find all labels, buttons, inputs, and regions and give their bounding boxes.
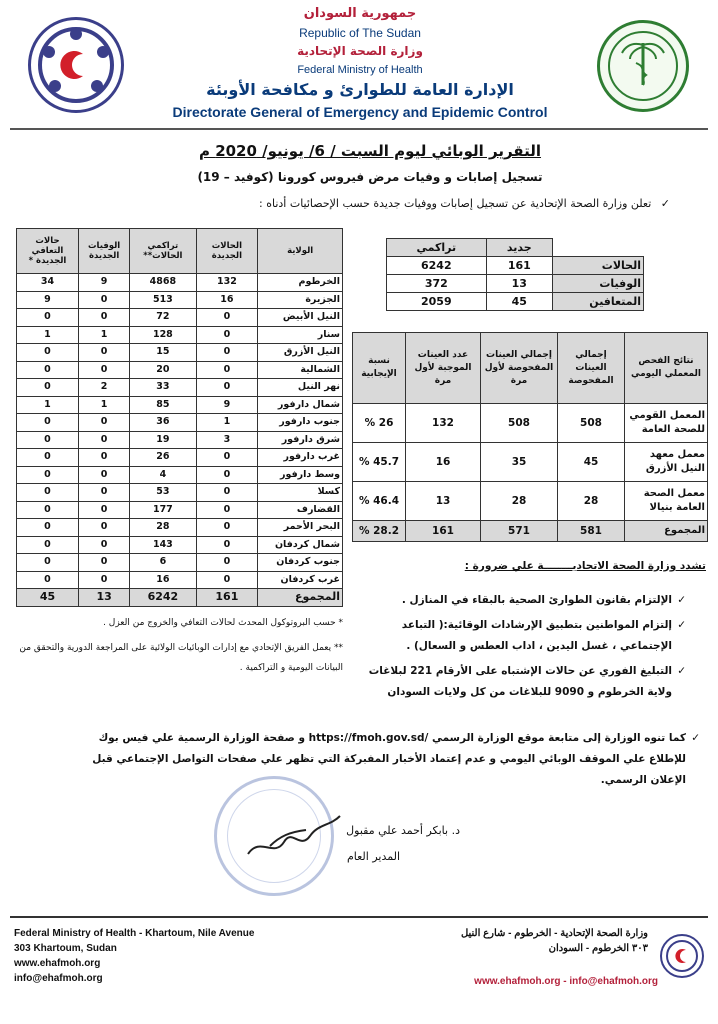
table-cell: 0 xyxy=(17,414,79,432)
lab-col-total-tested: إجمالي العينات المفحوصة xyxy=(558,333,625,404)
lab-col-positivity: نسبة الإيجابية xyxy=(353,333,406,404)
summary-col-cum: تراكمي xyxy=(387,239,487,257)
advice-item-website: ✓ كما تنوه الوزارة إلى متابعة موقع الوزارة الرسمي /https://fmoh.gov.sd و صفحة الوزارة الرسمية علي فيس بوك للإطلاع علي الموقف الوبائي اليومي و عدم إعتماد الأخبار المفبركة التي تظهر علي صفحات التواصل الإجتماعي قبل الإعلان الرسمي. xyxy=(60,728,700,791)
table-cell: 177 xyxy=(130,501,196,519)
check-icon: ✓ xyxy=(677,619,686,631)
col-cum-cases: تراكمي الحالات** xyxy=(130,229,196,274)
table-row xyxy=(17,431,343,449)
table-cell: 0 xyxy=(78,484,129,502)
table-cell: 0 xyxy=(17,379,79,397)
table-cell: 28 xyxy=(130,519,196,537)
table-cell: 0 xyxy=(17,519,79,537)
table-cell: 34 xyxy=(17,274,79,292)
directorate-ar: الإدارة العامة للطوارئ و مكافحة الأوبئة xyxy=(206,80,514,99)
total-cell: 581 xyxy=(558,521,625,542)
table-cell: 0 xyxy=(17,361,79,379)
col-new-deaths: الوفيات الجديدة xyxy=(78,229,129,274)
state-name-cell: شمال كردفان xyxy=(258,536,343,554)
table-total-row xyxy=(17,589,343,607)
total-cell: المجموع xyxy=(258,589,343,607)
republic-en: Republic of The Sudan xyxy=(299,26,421,40)
table-cell: 128 xyxy=(130,326,196,344)
table-row xyxy=(17,536,343,554)
check-icon: ✓ xyxy=(660,197,670,210)
state-name-cell: نهر النيل xyxy=(258,379,343,397)
check-icon: ✓ xyxy=(677,665,686,677)
ehaf-logo xyxy=(28,17,124,113)
table-cell: 0 xyxy=(196,449,258,467)
summary-label-cell: الحالات xyxy=(553,257,644,275)
table-cell: 143 xyxy=(130,536,196,554)
table-row xyxy=(353,482,708,521)
lab-col-lab: نتائج الفحص المعملي اليومي xyxy=(625,333,708,404)
check-icon: ✓ xyxy=(677,594,686,606)
total-cell: المجموع xyxy=(625,521,708,542)
col-new-recoveries: حالات التعافي الجديدة * xyxy=(17,229,79,274)
table-cell: 45 xyxy=(558,443,625,482)
state-name-cell: غرب كردفان xyxy=(258,571,343,589)
total-cell: 13 xyxy=(78,589,129,607)
table-row xyxy=(387,293,644,311)
advice-item: ✓ إلتزام المواطنين بتطبيق الإرشادات الوقائية:( التباعد الإجتماعي ، غسل اليدين ، اداب العطس و السعال) . xyxy=(352,615,686,657)
footer-ar xyxy=(380,926,648,956)
footer-en-email[interactable]: info@ehafmoh.org xyxy=(14,973,103,984)
report-subtitle: تسجيل إصابات و وفيات مرض فيروس كورونا (كوفيد – 19) xyxy=(197,170,543,184)
state-name-cell: شمال دارفور xyxy=(258,396,343,414)
table-cell: 0 xyxy=(17,344,79,362)
table-cell: 0 xyxy=(78,344,129,362)
table-cell: 26 xyxy=(130,449,196,467)
states-table xyxy=(16,228,343,607)
table-cell: 0 xyxy=(17,431,79,449)
table-cell: 28 xyxy=(558,482,625,521)
total-cell: 28.2 % xyxy=(353,521,406,542)
table-row xyxy=(17,571,343,589)
state-name-cell: وسط دارفور xyxy=(258,466,343,484)
footer-en-website[interactable]: www.ehafmoh.org xyxy=(14,958,101,969)
table-cell: 28 xyxy=(481,482,558,521)
table-row xyxy=(17,309,343,327)
table-cell: 0 xyxy=(196,466,258,484)
footer-logo xyxy=(660,934,704,978)
table-cell: 0 xyxy=(196,309,258,327)
table-cell: 9 xyxy=(78,274,129,292)
table-total-row xyxy=(353,521,708,542)
table-cell: 0 xyxy=(78,554,129,572)
table-cell: 513 xyxy=(130,291,196,309)
state-name-cell: النيل الأبيض xyxy=(258,309,343,327)
table-cell: 1 xyxy=(196,414,258,432)
summary-label-cell: الوفيات xyxy=(553,275,644,293)
table-cell: 9 xyxy=(17,291,79,309)
table-cell: 16 xyxy=(130,571,196,589)
table-cell: 85 xyxy=(130,396,196,414)
table-row xyxy=(17,414,343,432)
table-cell: 1 xyxy=(17,326,79,344)
advice-list xyxy=(352,590,686,707)
table-cell: 1 xyxy=(78,326,129,344)
table-row xyxy=(387,275,644,293)
state-name-cell: سنار xyxy=(258,326,343,344)
ring-emblem-icon xyxy=(662,936,702,976)
footer-en xyxy=(14,926,314,986)
table-cell: 3 xyxy=(196,431,258,449)
table-cell: 0 xyxy=(78,519,129,537)
table-cell: 4868 xyxy=(130,274,196,292)
table-cell: 16 xyxy=(406,443,481,482)
signer-name: د. بابكر أحمد علي مقبول xyxy=(346,824,460,837)
table-cell: 0 xyxy=(17,501,79,519)
footer-ar-city: ٣٠٣ الخرطوم - السودان xyxy=(548,943,648,954)
table-cell: 2 xyxy=(78,379,129,397)
table-cell: 0 xyxy=(78,361,129,379)
state-name-cell: جنوب دارفور xyxy=(258,414,343,432)
lab-table xyxy=(352,332,708,542)
table-cell: 72 xyxy=(130,309,196,327)
state-name-cell: جنوب كردفان xyxy=(258,554,343,572)
total-cell: 571 xyxy=(481,521,558,542)
table-cell: 0 xyxy=(17,449,79,467)
table-cell: 36 xyxy=(130,414,196,432)
table-cell: 0 xyxy=(78,309,129,327)
table-cell: 16 xyxy=(196,291,258,309)
table-cell: 45 xyxy=(486,293,552,311)
table-row xyxy=(17,379,343,397)
table-cell: 161 xyxy=(486,257,552,275)
table-cell: 2059 xyxy=(387,293,487,311)
table-row xyxy=(17,449,343,467)
table-cell: 132 xyxy=(406,404,481,443)
state-name-cell: الشمالية xyxy=(258,361,343,379)
table-cell: 26 % xyxy=(353,404,406,443)
table-cell: 6242 xyxy=(387,257,487,275)
table-cell: 0 xyxy=(196,571,258,589)
table-row xyxy=(17,396,343,414)
state-name-cell: البحر الأحمر xyxy=(258,519,343,537)
footer-divider xyxy=(10,916,708,918)
table-cell: 6 xyxy=(130,554,196,572)
table-cell: 0 xyxy=(78,536,129,554)
table-cell: 0 xyxy=(196,554,258,572)
col-state: الولاية xyxy=(258,229,343,274)
intro-line xyxy=(150,197,670,210)
state-name-cell: الجزيرة xyxy=(258,291,343,309)
table-cell: 0 xyxy=(196,326,258,344)
table-cell: 15 xyxy=(130,344,196,362)
footer-en-address: Federal Ministry of Health - Khartoum, Nile Avenue xyxy=(14,928,255,939)
table-cell: 46.4 % xyxy=(353,482,406,521)
table-row xyxy=(17,326,343,344)
summary-col-new: جديد xyxy=(486,239,552,257)
advice-item: ✓ الإلتزام بقانون الطوارئ الصحية بالبقاء في المنازل . xyxy=(352,590,686,611)
table-row xyxy=(353,443,708,482)
states-table-header xyxy=(17,229,343,274)
col-new-cases: الحالات الجديدة xyxy=(196,229,258,274)
intro-text: تعلن وزارة الصحة الإتحادية عن تسجيل إصابات ووفيات جديدة حسب الإحصائيات أدناه : xyxy=(259,197,652,210)
table-cell: 132 xyxy=(196,274,258,292)
table-cell: 0 xyxy=(78,571,129,589)
palm-caduceus-icon xyxy=(600,23,686,109)
table-cell: 0 xyxy=(17,466,79,484)
table-row xyxy=(17,361,343,379)
table-row xyxy=(17,484,343,502)
table-cell: 0 xyxy=(78,466,129,484)
summary-col-label xyxy=(553,239,644,257)
state-name-cell: شرق دارفور xyxy=(258,431,343,449)
table-cell: 19 xyxy=(130,431,196,449)
table-row xyxy=(17,466,343,484)
table-cell: 0 xyxy=(17,536,79,554)
state-name-cell: القضارف xyxy=(258,501,343,519)
table-cell: 0 xyxy=(196,344,258,362)
table-cell: 0 xyxy=(78,291,129,309)
total-cell: 161 xyxy=(406,521,481,542)
table-cell: 0 xyxy=(78,449,129,467)
state-name-cell: الخرطوم xyxy=(258,274,343,292)
advice-heading: تشدد وزارة الصحة الاتحاديــــــــة علي ضرورة : xyxy=(464,560,706,572)
total-cell: 6242 xyxy=(130,589,196,607)
table-cell: 13 xyxy=(406,482,481,521)
table-cell: 35 xyxy=(481,443,558,482)
table-cell: 0 xyxy=(78,501,129,519)
footer-ar-address: وزارة الصحة الإتحادية - الخرطوم - شارع النيل xyxy=(460,928,648,939)
table-cell: 45.7 % xyxy=(353,443,406,482)
footer-en-city: 303 Khartoum, Sudan xyxy=(14,943,117,954)
table-cell: 0 xyxy=(196,519,258,537)
advice-item: ✓ التبليغ الفوري عن حالات الإشتباه على الأرقام 221 لبلاغات ولاية الخرطوم و 9090 للبلاغات من كل ولايات السودان xyxy=(352,661,686,703)
table-cell: 0 xyxy=(78,431,129,449)
states-note-1: * حسب البروتوكول المحدث لحالات التعافي والخروج من العزل . xyxy=(103,618,343,628)
table-cell: 0 xyxy=(17,484,79,502)
state-name-cell: كسلا xyxy=(258,484,343,502)
table-row xyxy=(17,554,343,572)
report-title: التقرير الوبائي ليوم السبت / 6/ يونيو/ 2020 م xyxy=(198,142,542,160)
lab-name-cell: معمل معهد النيل الأزرق xyxy=(625,443,708,482)
table-cell: 508 xyxy=(558,404,625,443)
total-cell: 45 xyxy=(17,589,79,607)
table-cell: 0 xyxy=(17,571,79,589)
table-cell: 372 xyxy=(387,275,487,293)
directorate-en: Directorate General of Emergency and Epidemic Control xyxy=(172,104,548,120)
summary-label-cell: المتعافين xyxy=(553,293,644,311)
state-name-cell: النيل الأزرق xyxy=(258,344,343,362)
ministry-en: Federal Ministry of Health xyxy=(297,64,423,76)
table-cell: 0 xyxy=(196,379,258,397)
table-cell: 1 xyxy=(78,396,129,414)
table-row xyxy=(353,404,708,443)
table-cell: 0 xyxy=(196,361,258,379)
states-note-2: ** يعمل الفريق الإتحادي مع إدارات الوبائيات الولائية على المراجعة الدورية والتحقق من البيانات اليومية و التراكمية . xyxy=(19,643,343,673)
table-cell: 53 xyxy=(130,484,196,502)
table-cell: 0 xyxy=(196,536,258,554)
table-cell: 0 xyxy=(17,309,79,327)
lab-col-first-tested: إجمالي العينات المفحوصة لأول مرة xyxy=(481,333,558,404)
table-row xyxy=(17,501,343,519)
ring-emblem-icon xyxy=(31,20,121,110)
lab-name-cell: المعمل القومي للصحة العامة xyxy=(625,404,708,443)
republic-ar: جمهورية السودان xyxy=(303,6,417,21)
table-row xyxy=(17,519,343,537)
table-cell: 0 xyxy=(78,414,129,432)
table-cell: 4 xyxy=(130,466,196,484)
state-name-cell: غرب دارفور xyxy=(258,449,343,467)
table-cell: 13 xyxy=(486,275,552,293)
table-cell: 0 xyxy=(196,501,258,519)
summary-table-header xyxy=(387,239,644,257)
summary-table xyxy=(386,238,644,311)
table-cell: 1 xyxy=(17,396,79,414)
signer-title: المدير العام xyxy=(346,850,400,863)
total-cell: 161 xyxy=(196,589,258,607)
footer-contact[interactable]: www.ehafmoh.org - info@ehafmoh.org xyxy=(474,976,658,987)
table-cell: 33 xyxy=(130,379,196,397)
table-cell: 0 xyxy=(17,554,79,572)
table-row xyxy=(17,344,343,362)
table-cell: 20 xyxy=(130,361,196,379)
lab-table-header xyxy=(353,333,708,404)
ministry-logo xyxy=(597,20,689,112)
table-cell: 9 xyxy=(196,396,258,414)
table-cell: 508 xyxy=(481,404,558,443)
lab-name-cell: معمل الصحة العامة بنيالا xyxy=(625,482,708,521)
table-row xyxy=(17,291,343,309)
table-cell: 0 xyxy=(196,484,258,502)
check-icon: ✓ xyxy=(691,732,700,744)
lab-col-positive-first: عدد العينات الموجبة لأول مرة xyxy=(406,333,481,404)
table-row xyxy=(387,257,644,275)
table-row xyxy=(17,274,343,292)
ministry-ar: وزارة الصحة الإتحادية xyxy=(297,44,423,58)
header-divider xyxy=(10,128,708,130)
